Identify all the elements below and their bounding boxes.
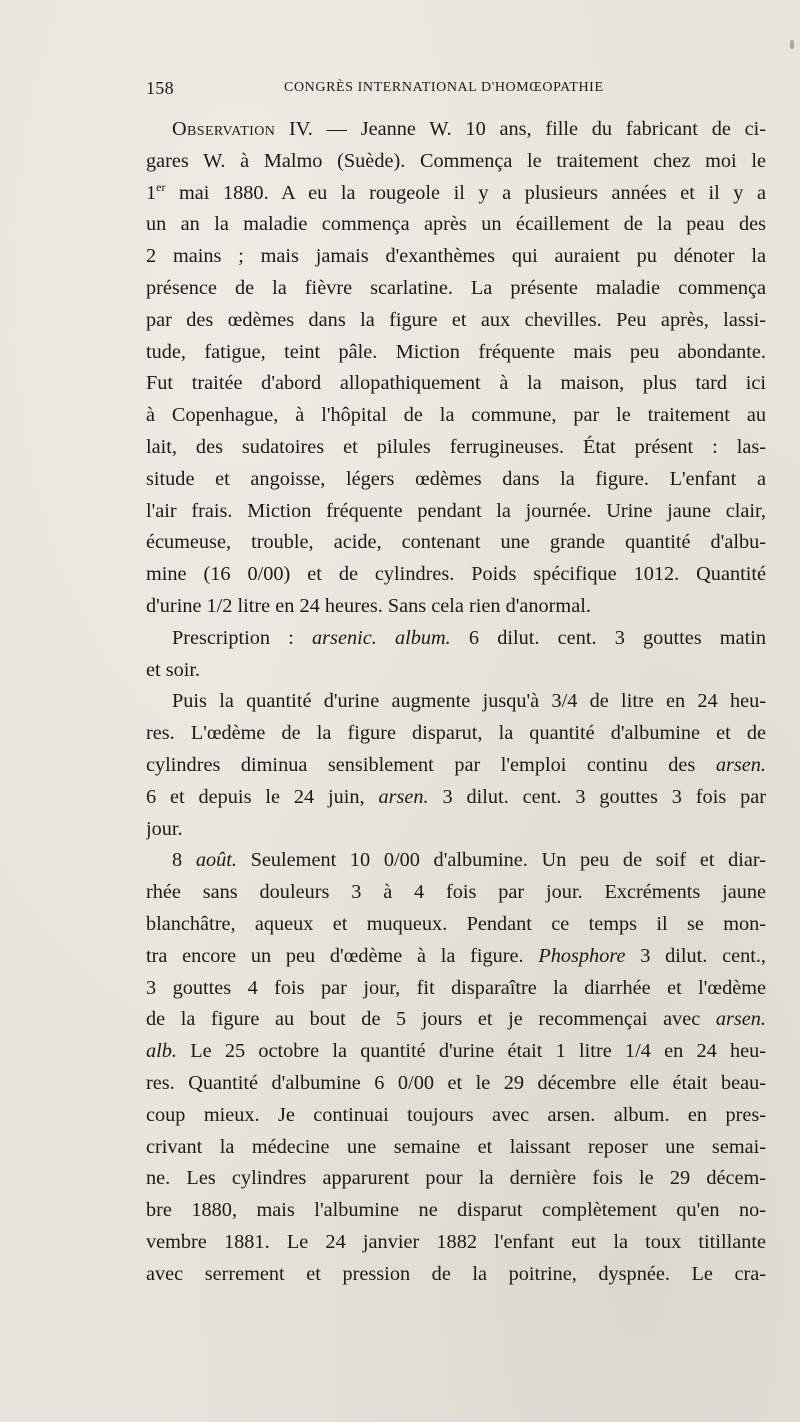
text-run: Seulement 10 0/00 d'albumine. Un peu de soif et diar- <box>236 849 766 872</box>
text-line: Puis la quantité d'urine augmente jusqu'à 3/4 de litre en 24 heu- <box>172 690 766 713</box>
text-line: ne. Les cylindres apparurent pour la dernière fois le 29 décem- <box>146 1167 766 1190</box>
observation-heading: Observation <box>172 118 276 140</box>
running-header <box>146 78 766 100</box>
ink-spot <box>790 40 794 49</box>
text-line: à Copenhague, à l'hôpital de la commune, par le traitement au <box>146 404 766 427</box>
superscript: er <box>156 179 166 194</box>
text-run: tra encore un peu d'œdème à la figure. <box>146 944 539 967</box>
text-line <box>146 941 766 973</box>
date-italic: août. <box>195 849 237 872</box>
remedy-name: arsenic. album. <box>312 626 451 649</box>
text-line: lait, des sudatoires et pilules ferrugineuses. État présent : las- <box>146 435 766 458</box>
text-line: Fut traitée d'abord allopathiquement à la maison, plus tard ici <box>146 372 766 395</box>
text-line: situde et angoisse, légers œdèmes dans la figure. L'enfant a <box>146 467 766 490</box>
text-line: par des œdèmes dans la figure et aux chevilles. Peu après, lassi- <box>146 308 766 331</box>
text-line: crivant la médecine une semaine et laissant reposer une semai- <box>146 1135 766 1158</box>
text-line: écumeuse, trouble, acide, contenant une grande quantité d'albu- <box>146 531 766 554</box>
text-line: mine (16 0/00) et de cylindres. Poids spécifique 1012. Quantité <box>146 563 766 586</box>
text-line: blanchâtre, aqueux et muqueux. Pendant ce temps il se mon- <box>146 912 766 935</box>
text-line: d'urine 1/2 litre en 24 heures. Sans cela rien d'anormal. <box>146 594 591 617</box>
remedy-name: arsen. <box>378 785 429 808</box>
text-line: jour. <box>146 817 183 840</box>
text-line: rhée sans douleurs 3 à 4 fois par jour. Excréments jaune <box>146 881 766 904</box>
text-line: vembre 1881. Le 24 janvier 1882 l'enfant eut la toux titillante <box>146 1230 766 1253</box>
text-line: coup mieux. Je continuai toujours avec arsen. album. en pres- <box>146 1103 766 1126</box>
text-line: res. L'œdème de la figure disparut, la quantité d'albumine et de <box>146 722 766 745</box>
text-line: 3 gouttes 4 fois par jour, fit disparaître la diarrhée et l'œdème <box>146 976 766 999</box>
page-number: 158 <box>146 78 174 98</box>
text-line: un an la maladie commença après un écaillement de la peau des <box>146 213 766 236</box>
text-run: Le 25 octobre la quantité d'urine était 1 litre 1/4 en 24 heu- <box>177 1040 766 1063</box>
text-line <box>146 782 766 814</box>
text-run: IV. — Jeanne W. 10 ans, fille du fabricant de ci- <box>275 118 766 140</box>
text-line: présence de la fièvre scarlatine. La présente maladie commença <box>146 276 766 299</box>
text-run: 6 dilut. cent. 3 gouttes matin <box>450 626 766 649</box>
text-line: avec serrement et pression de la poitrine, dyspnée. Le cra- <box>146 1262 766 1285</box>
text-run: 8 <box>172 849 196 872</box>
text-run: 3 dilut. cent. 3 gouttes 3 fois par <box>428 785 766 808</box>
text-line <box>146 750 766 782</box>
remedy-name: alb. <box>146 1040 177 1063</box>
text-line <box>146 114 766 146</box>
text-line: res. Quantité d'albumine 6 0/00 et le 29 décembre elle était beau- <box>146 1071 766 1094</box>
text-line: 2 mains ; mais jamais d'exanthèmes qui auraient pu dénoter la <box>146 245 766 268</box>
text-line: bre 1880, mais l'albumine ne disparut complètement qu'en no- <box>146 1199 766 1222</box>
text-line <box>146 623 766 655</box>
running-title: CONGRÈS INTERNATIONAL D'HOMŒOPATHIE <box>284 80 604 95</box>
text-run: 6 et depuis le 24 juin, <box>146 785 379 808</box>
text-run: Prescription : <box>172 626 313 649</box>
text-line <box>146 1036 766 1068</box>
text-line <box>146 1004 766 1036</box>
text-line: et soir. <box>146 658 201 681</box>
text-run: de la figure au bout de 5 jours et je recommençai avec <box>146 1008 716 1031</box>
text-run: 3 dilut. cent., <box>625 944 766 967</box>
remedy-name: arsen. <box>715 1008 766 1031</box>
text-line: gares W. à Malmo (Suède). Commença le traitement chez moi le <box>146 149 766 172</box>
remedy-name: Phosphore <box>538 944 626 967</box>
text-run: 1 <box>146 181 157 204</box>
text-line: l'air frais. Miction fréquente pendant la journée. Urine jaune clair, <box>146 499 766 522</box>
remedy-name: arsen. <box>715 753 766 776</box>
text-run: mai 1880. A eu la rougeole il y a plusieurs années et il y a <box>165 181 766 204</box>
text-line: tude, fatigue, teint pâle. Miction fréquente mais peu abondante. <box>146 340 766 363</box>
body-text <box>146 114 766 1290</box>
text-run: cylindres diminua sensiblement par l'emploi continu des <box>146 753 716 776</box>
text-line <box>146 845 766 877</box>
text-line <box>146 178 766 210</box>
